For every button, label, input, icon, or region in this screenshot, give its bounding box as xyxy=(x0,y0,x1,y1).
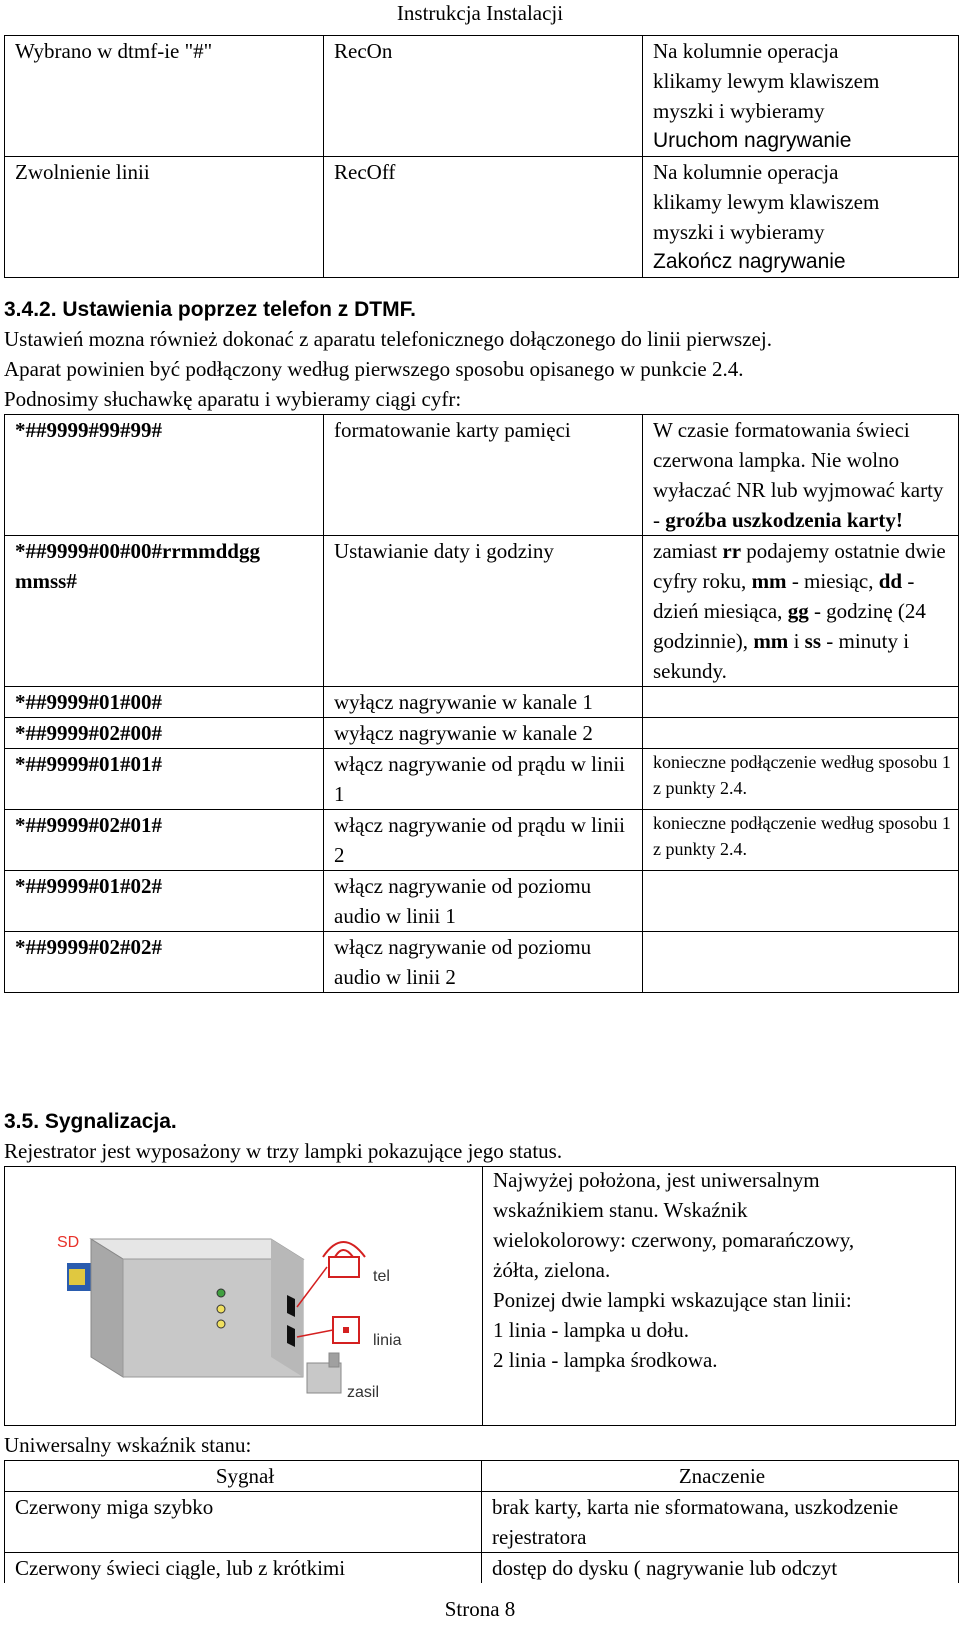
device-diagram xyxy=(43,1217,443,1417)
linia-label: linia xyxy=(373,1332,402,1349)
dtmf-note xyxy=(643,687,959,718)
line-socket-icon xyxy=(333,1317,359,1343)
paragraph-line: Podnosimy słuchawkę aparatu i wybieramy ciągi cyfr: xyxy=(4,387,462,411)
tel-label: tel xyxy=(373,1268,390,1285)
column-header-signal: Sygnał xyxy=(5,1461,482,1492)
table-cell: RecOn xyxy=(324,36,643,157)
dtmf-codes-table xyxy=(4,414,959,993)
recorder-device-icon xyxy=(91,1239,303,1377)
dtmf-description: włącz nagrywanie od poziomu audio w linii 2 xyxy=(324,932,643,993)
dtmf-code: *##9999#01#02# xyxy=(5,871,324,932)
telephone-icon xyxy=(323,1242,365,1277)
param-mm-minutes: mm xyxy=(753,629,789,653)
column-header-meaning: Znaczenie xyxy=(482,1461,959,1492)
table-row xyxy=(5,749,959,810)
table-cell xyxy=(643,36,959,157)
description-line: wielokolorowy: czerwony, pomarańczowy, xyxy=(493,1228,855,1252)
note-text: W czasie formatowania świeci czerwona lampka. Nie wolno wyłaczać NR lub wyjmować karty - xyxy=(653,418,944,532)
dtmf-code: *##9999#01#01# xyxy=(5,749,324,810)
dtmf-description: wyłącz nagrywanie w kanale 1 xyxy=(324,687,643,718)
table-row xyxy=(5,718,959,749)
dtmf-code: *##9999#02#02# xyxy=(5,932,324,993)
instruction-line: Na kolumnie operacja xyxy=(653,160,839,184)
dtmf-code: *##9999#00#00#rrmmddgg mmss# xyxy=(5,536,324,687)
table-row xyxy=(5,536,959,687)
table-row xyxy=(5,1492,959,1553)
meaning-cell: brak karty, karta nie sformatowana, uszkodzenie rejestratora xyxy=(482,1492,959,1553)
note-text: - miesiąc, xyxy=(786,569,879,593)
dtmf-description: włącz nagrywanie od poziomu audio w linii 1 xyxy=(324,871,643,932)
paragraph-line: Ustawień mozna również dokonać z aparatu telefonicznego dołączonego do linii pierwszej. xyxy=(4,327,772,351)
description-line: 1 linia - lampka u dołu. xyxy=(493,1318,689,1342)
status-led-icons xyxy=(217,1289,225,1328)
zasil-label: zasil xyxy=(347,1384,380,1401)
param-mm: mm xyxy=(751,569,787,593)
dtmf-code: *##9999#01#00# xyxy=(5,687,324,718)
dtmf-note: konieczne podłączenie według sposobu 1 z punkty 2.4. xyxy=(643,810,959,871)
section-35-paragraph: Rejestrator jest wyposażony w trzy lampki pokazujące jego status. xyxy=(4,1139,563,1163)
description-line: żółta, zielona. xyxy=(493,1258,611,1282)
instruction-line: klikamy lewym klawiszem xyxy=(653,69,880,93)
dtmf-description: włącz nagrywanie od prądu w linii 1 xyxy=(324,749,643,810)
table-cell: Zwolnienie linii xyxy=(5,157,324,278)
section-heading-35: 3.5. Sygnalizacja. xyxy=(4,1110,177,1133)
dtmf-note xyxy=(643,932,959,993)
dtmf-code: *##9999#02#01# xyxy=(5,810,324,871)
device-description xyxy=(493,1165,953,1375)
instruction-line: Na kolumnie operacja xyxy=(653,39,839,63)
figure-divider xyxy=(482,1167,483,1425)
dtmf-description: formatowanie karty pamięci xyxy=(324,415,643,536)
sd-card-icon xyxy=(67,1263,91,1291)
table-row xyxy=(5,932,959,993)
dtmf-note xyxy=(643,718,959,749)
table-row xyxy=(5,810,959,871)
signal-cell: Czerwony miga szybko xyxy=(5,1492,482,1553)
dtmf-note xyxy=(643,415,959,536)
device-figure-box xyxy=(4,1166,956,1426)
note-text: i xyxy=(788,629,805,653)
signal-cell: Czerwony świeci ciągle, lub z krótkimi xyxy=(5,1553,482,1584)
table-row xyxy=(5,157,959,278)
note-text: podajemy ostatnie dwie cyfry roku, xyxy=(653,539,946,593)
recording-control-table xyxy=(4,35,959,278)
section-342-paragraph xyxy=(4,324,954,414)
power-supply-icon xyxy=(307,1353,341,1393)
dtmf-code: *##9999#99#99# xyxy=(5,415,324,536)
table-cell xyxy=(643,157,959,278)
param-dd: dd xyxy=(878,569,903,593)
dtmf-description: Ustawianie daty i godziny xyxy=(324,536,643,687)
param-rr: rr xyxy=(722,539,742,563)
instruction-line: myszki i wybieramy xyxy=(653,99,825,123)
dtmf-note xyxy=(643,871,959,932)
instruction-line: klikamy lewym klawiszem xyxy=(653,190,880,214)
meaning-cell: dostęp do dysku ( nagrywanie lub odczyt xyxy=(482,1553,959,1584)
table-row xyxy=(5,415,959,536)
table-row xyxy=(5,687,959,718)
sd-label: SD xyxy=(57,1234,80,1251)
indicator-caption: Uniwersalny wskaźnik stanu: xyxy=(4,1433,252,1457)
indicator-table xyxy=(4,1460,959,1583)
dtmf-code: *##9999#02#00# xyxy=(5,718,324,749)
page-number: Strona 8 xyxy=(444,1597,516,1621)
menu-action-name: Zakończ nagrywanie xyxy=(653,250,846,273)
instruction-line: myszki i wybieramy xyxy=(653,220,825,244)
table-row xyxy=(5,36,959,157)
dtmf-description: wyłącz nagrywanie w kanale 2 xyxy=(324,718,643,749)
note-text: zamiast xyxy=(653,539,723,563)
param-ss: ss xyxy=(804,629,822,653)
warning-text: groźba uszkodzenia karty! xyxy=(665,508,903,532)
table-row xyxy=(5,871,959,932)
note-text: - godzinę (24 godzinnie), xyxy=(653,599,926,653)
menu-action-name: Uruchom nagrywanie xyxy=(653,129,852,152)
dtmf-note xyxy=(643,536,959,687)
table-cell: Wybrano w dtmf-ie "#" xyxy=(5,36,324,157)
note-text: - dzień miesiąca, xyxy=(653,569,915,623)
description-line: Najwyżej położona, jest uniwersalnym xyxy=(493,1168,820,1192)
table-header-row xyxy=(5,1461,959,1492)
page-header-title: Instrukcja Instalacji xyxy=(396,1,564,25)
table-cell: RecOff xyxy=(324,157,643,278)
param-gg: gg xyxy=(787,599,809,623)
table-row xyxy=(5,1553,959,1584)
description-line: wskaźnikiem stanu. Wskaźnik xyxy=(493,1198,748,1222)
description-line: Ponizej dwie lampki wskazujące stan linii: xyxy=(493,1288,852,1312)
description-line: 2 linia - lampka środkowa. xyxy=(493,1348,718,1372)
note-text: - minuty i sekundy. xyxy=(653,629,910,683)
dtmf-note: konieczne podłączenie według sposobu 1 z punkty 2.4. xyxy=(643,749,959,810)
section-heading-342: 3.4.2. Ustawienia poprzez telefon z DTMF. xyxy=(4,298,416,321)
paragraph-line: Aparat powinien być podłączony według pierwszego sposobu opisanego w punkcie 2.4. xyxy=(4,357,744,381)
dtmf-description: włącz nagrywanie od prądu w linii 2 xyxy=(324,810,643,871)
